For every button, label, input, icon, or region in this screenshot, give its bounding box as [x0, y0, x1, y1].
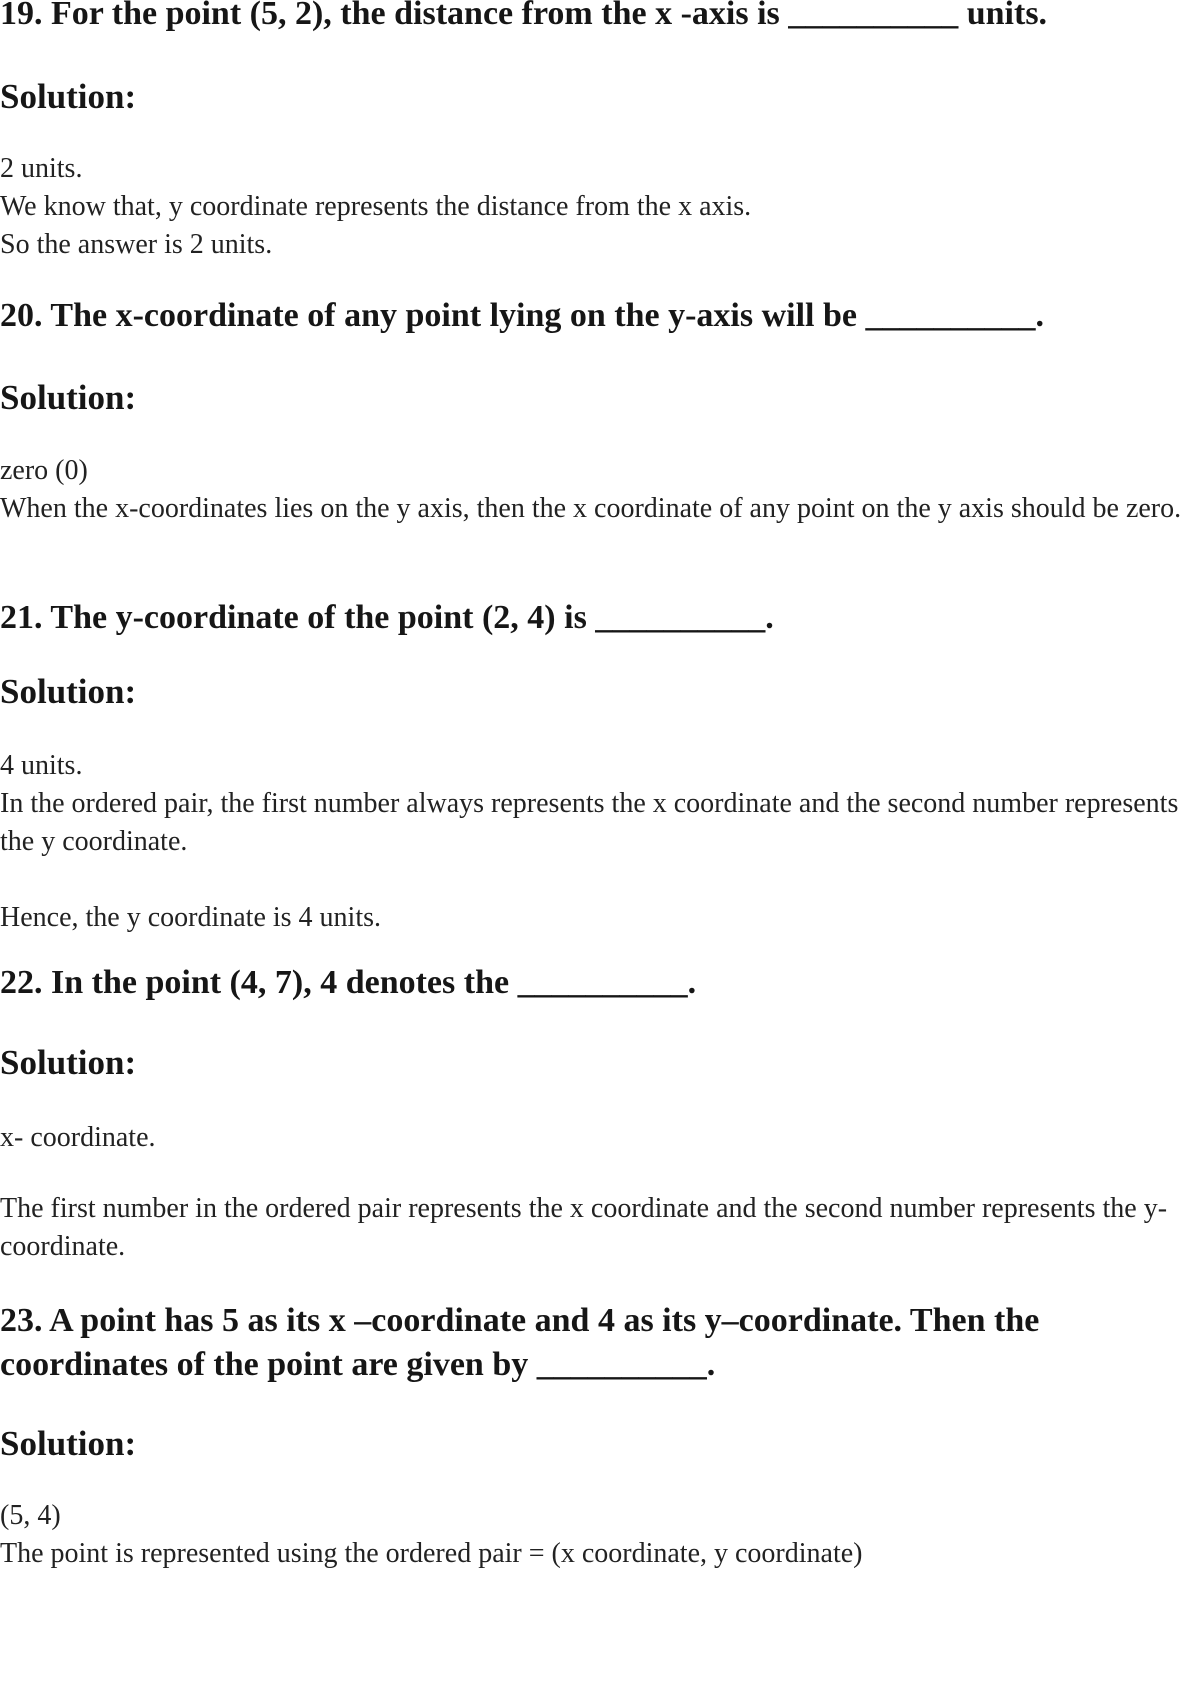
- question-23-answer: (5, 4): [0, 1500, 61, 1531]
- question-20-solution-heading: Solution:: [0, 378, 137, 417]
- question-19-answer: 2 units.: [0, 153, 83, 184]
- question-21-solution-heading: Solution:: [0, 672, 137, 711]
- question-19-solution-heading: Solution:: [0, 77, 137, 116]
- question-22-solution-heading: Solution:: [0, 1043, 137, 1082]
- question-20-explanation: When the x-coordinates lies on the y axis, then the x coordinate of any point on the y axis should be zero.: [0, 493, 1182, 524]
- question-21-explanation: In the ordered pair, the first number always represents the x coordinate and the second number represents the y coordinate.: [0, 788, 1179, 857]
- question-20-title: 20. The x-coordinate of any point lying on the y-axis will be __________.: [0, 297, 1044, 334]
- question-21-title: 21. The y-coordinate of the point (2, 4) is __________.: [0, 599, 774, 636]
- question-19-explanation-line-1: We know that, y coordinate represents the distance from the x axis.: [0, 191, 752, 222]
- question-23-title: 23. A point has 5 as its x –coordinate and 4 as its y–coordinate. Then the coordinates of the point are given by __________.: [0, 1302, 1040, 1383]
- question-22-answer: x- coordinate.: [0, 1122, 156, 1153]
- question-23-solution-body: [0, 1497, 1195, 1573]
- question-21-conclusion: Hence, the y coordinate is 4 units.: [0, 902, 382, 933]
- question-19-solution-body: [0, 150, 1195, 264]
- question-23-solution-heading: Solution:: [0, 1424, 137, 1463]
- question-20-answer: zero (0): [0, 455, 88, 486]
- question-22-explanation: The first number in the ordered pair represents the x coordinate and the second number represents the y- coordinate.: [0, 1193, 1168, 1262]
- question-23-explanation: The point is represented using the ordered pair = (x coordinate, y coordinate): [0, 1538, 863, 1569]
- question-21-solution-body: [0, 747, 1195, 937]
- question-21-answer: 4 units.: [0, 750, 83, 781]
- question-19-title: 19. For the point (5, 2), the distance from the x -axis is __________ units.: [0, 0, 1048, 32]
- question-22-solution-body: [0, 1119, 1195, 1266]
- question-19-explanation-line-2: So the answer is 2 units.: [0, 229, 273, 260]
- question-22-title: 22. In the point (4, 7), 4 denotes the __________.: [0, 964, 697, 1001]
- question-20-solution-body: [0, 452, 1195, 528]
